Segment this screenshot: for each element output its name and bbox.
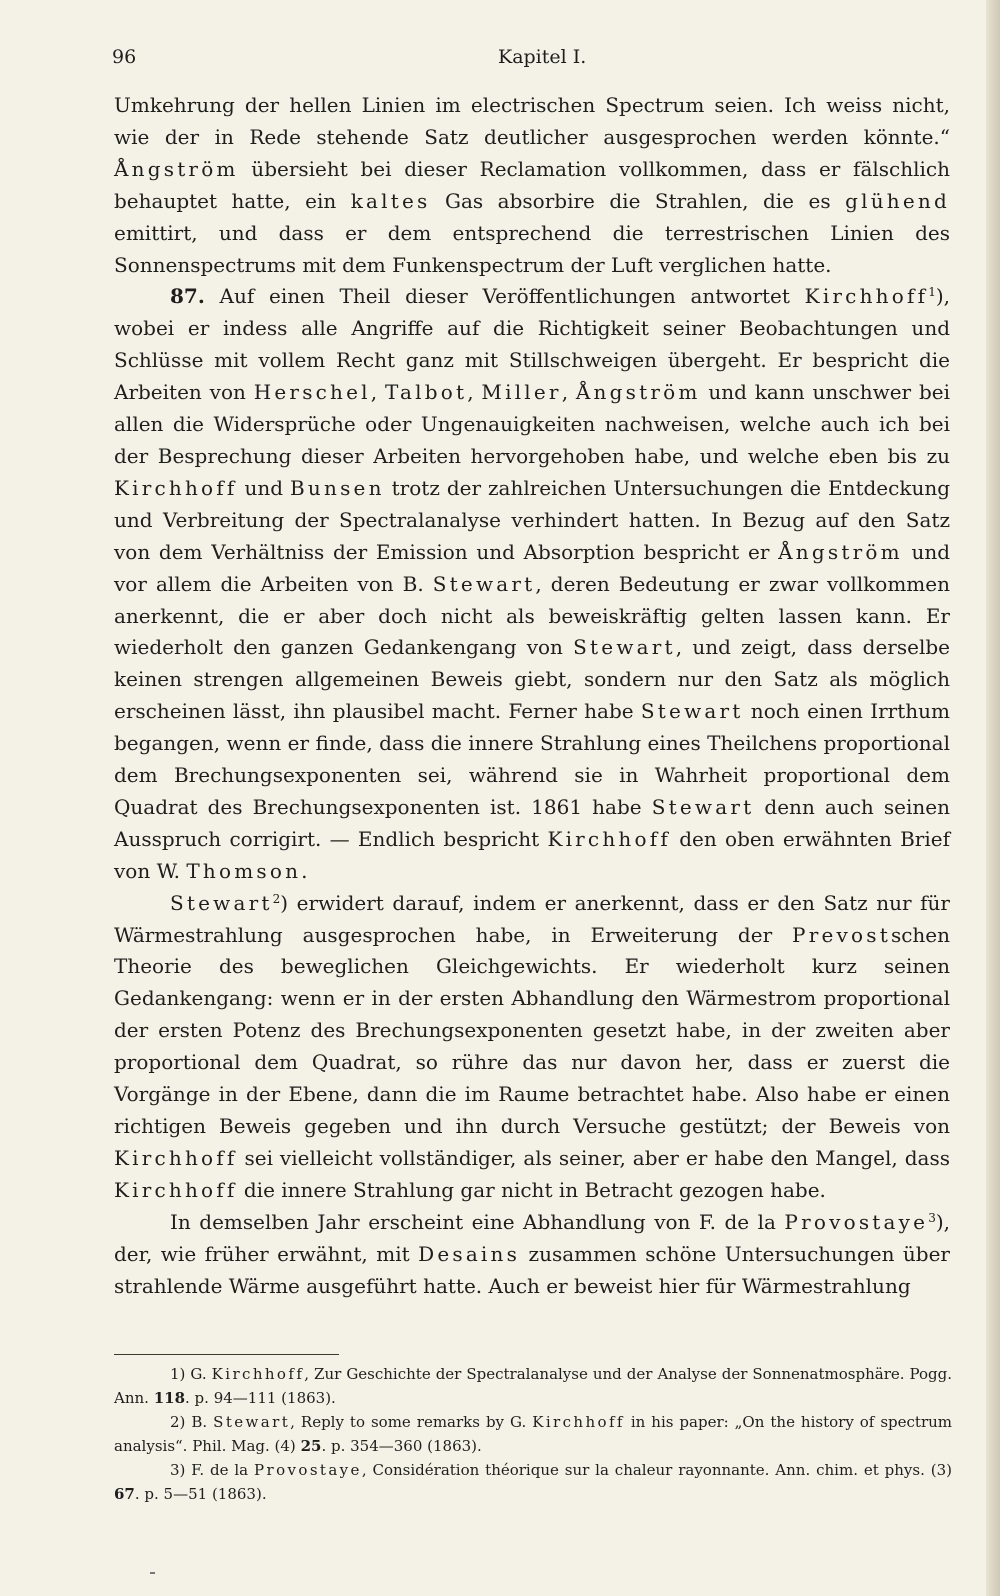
text-run: , und zeigt, dass derselbe keinen strengen allgemeinen Beweis giebt, sondern nur den Satz als möglich erscheinen lässt, ihn plausibel macht. Ferner habe bbox=[114, 635, 951, 724]
text-run: emittirt, und dass er dem entsprechend die terrestrischen Linien des Sonnenspectrums mit dem Funkenspectrum der Luft verglichen hatte. bbox=[114, 220, 950, 277]
text-run: Auf einen Theil dieser Veröffentlichungen antwortet bbox=[204, 284, 805, 309]
footnote bbox=[114, 1458, 952, 1506]
spaced-name: Stewart bbox=[640, 699, 744, 724]
spaced-name: Ångström bbox=[778, 539, 903, 564]
spaced-name: Bunsen bbox=[290, 475, 385, 500]
text-run: . p. 354—360 (1863). bbox=[321, 1437, 482, 1455]
bold-number: 67 bbox=[114, 1485, 135, 1503]
text-run: . p. 5—51 (1863). bbox=[134, 1485, 267, 1503]
running-head: Kapitel I. bbox=[498, 46, 587, 68]
page-number: 96 bbox=[112, 46, 137, 68]
text-run: , deren Bedeutung er zwar vollkommen anerkennt, die er aber doch nicht als beweiskräftig gelten lassen kann. Er wiederholt den ganzen Gedankengang von bbox=[114, 571, 950, 660]
footnotes bbox=[114, 1362, 952, 1506]
spaced-name: Talbot bbox=[385, 380, 468, 405]
spaced-name: Provostaye bbox=[254, 1461, 362, 1479]
text-run: in his paper: „On the history of spectrum analysis“. Phil. Mag. (4) bbox=[114, 1413, 953, 1455]
spaced-name: Kirchhoff bbox=[114, 1145, 238, 1170]
spaced-name: Ångström bbox=[575, 380, 701, 405]
text-run: sei vielleicht vollständiger, als seiner, aber er habe den Mangel, dass bbox=[237, 1145, 950, 1170]
text-run: und kann unschwer bei allen die Widersprüche oder Ungenauigkeiten nachweisen, welche auch ich bei der Besprechung dieser Arbeiten hervorgehoben habe, und welche eben bis zu bbox=[114, 380, 950, 468]
paragraph bbox=[114, 888, 950, 1207]
paper-speck bbox=[150, 1572, 155, 1574]
bold-number: 25 bbox=[300, 1437, 322, 1455]
paragraph bbox=[114, 90, 950, 281]
spaced-name: Provostaye bbox=[784, 1209, 929, 1234]
body-text bbox=[114, 90, 950, 1302]
bold-number: 87. bbox=[170, 284, 205, 309]
text-run: Umkehrung der hellen Linien im electrischen Spectrum seien. Ich weiss nicht, wie der in Rede stehende Satz deutlicher ausgesprochen werden könnte.“ bbox=[114, 93, 950, 149]
spaced-name: Herschel bbox=[253, 380, 371, 405]
text-run: und vor allem die Arbeiten von B. bbox=[114, 539, 951, 596]
spaced-name: Kirchhoff bbox=[114, 1177, 238, 1202]
spaced-name: kaltes bbox=[350, 188, 431, 213]
page-header bbox=[112, 46, 962, 74]
spaced-name: Prevost bbox=[792, 922, 891, 947]
text-run: , bbox=[370, 380, 385, 405]
footnote-separator bbox=[114, 1354, 339, 1355]
text-run: 1) G. bbox=[170, 1365, 212, 1383]
text-run: , bbox=[561, 380, 576, 405]
text-run: zusammen schöne Untersuchungen über strahlende Wärme ausgeführt hatte. Auch er beweist hier für Wärmestrahlung bbox=[114, 1241, 950, 1298]
paragraph bbox=[114, 1207, 950, 1303]
text-run: . p. 94—111 (1863). bbox=[185, 1389, 336, 1407]
spaced-name: Stewart bbox=[573, 635, 676, 660]
text-run: trotz der zahlreichen Untersuchungen die Entdeckung und Verbreitung der Spectralanalyse verhindert hatten. In Bezug auf den Satz von dem Verhältniss der Emission und Absorption bespricht er bbox=[114, 475, 951, 564]
text-run: 3) F. de la bbox=[170, 1461, 255, 1479]
spaced-name: Kirchhoff bbox=[211, 1365, 305, 1383]
text-run: 2) B. bbox=[170, 1413, 214, 1431]
spaced-name: Stewart bbox=[432, 571, 536, 596]
text-run: ) erwidert darauf, indem er anerkennt, dass er den Satz nur für Wärmestrahlung ausgesprochen habe, in Erweiterung der bbox=[114, 890, 950, 947]
text-run: übersieht bei dieser Reclamation vollkommen, dass er fälschlich behauptet hatte, ein bbox=[114, 156, 950, 213]
text-run: . bbox=[301, 858, 308, 883]
text-run: noch einen Irrthum begangen, wenn er finde, dass die innere Strahlung eines Theilchens proportional dem Brechungsexponenten sei, während sie in Wahrheit proportional dem Quadrat des Brechungsexponenten ist. 1861 habe bbox=[114, 699, 950, 819]
spaced-name: Desains bbox=[418, 1241, 521, 1266]
text-run: , Considération théorique sur la chaleur rayonnante. Ann. chim. et phys. (3) bbox=[361, 1461, 952, 1479]
spaced-name: Ångström bbox=[114, 156, 239, 181]
paragraph bbox=[114, 281, 950, 887]
text-run: , Zur Geschichte der Spectralanalyse und der Analyse der Sonnenatmosphäre. Pogg. Ann. bbox=[114, 1365, 952, 1407]
footnote bbox=[114, 1410, 952, 1458]
text-run: ), der, wie früher erwähnt, mit bbox=[114, 1209, 950, 1266]
text-run: , bbox=[467, 380, 482, 405]
spaced-name: Miller bbox=[481, 380, 562, 405]
text-run: denn auch seinen Ausspruch corrigirt. — Endlich bespricht bbox=[114, 794, 950, 851]
spaced-name: Kirchhoff bbox=[114, 475, 238, 500]
text-run: die innere Strahlung gar nicht in Betracht gezogen habe. bbox=[237, 1177, 826, 1202]
spaced-name: Thomson bbox=[186, 858, 302, 883]
footnote-marker: 3 bbox=[928, 1210, 936, 1225]
text-run: In demselben Jahr erscheint eine Abhandlung von F. de la bbox=[170, 1209, 785, 1234]
footnote-marker: 2 bbox=[272, 891, 281, 906]
text-run: schen Theorie des beweglichen Gleichgewichts. Er wiederholt kurz seinen Gedankengang: wenn er in der ersten Abhandlung den Wärmestrom proportional der ersten Potenz des Brechungsexponenten gesetzt habe, in der zweiten aber proportional dem Quadrat, so rühre das nur davon her, dass er zuerst die Vorgänge in der Ebene, dann die im Raume betrachtet habe. Also habe er einen richtigen Beweis gegeben und ihn durch Versuche gestützt; der Beweis von bbox=[114, 922, 950, 1138]
text-run: ), wobei er indess alle Angriffe auf die Richtigkeit seiner Beobachtungen und Schlüsse mit vollem Recht ganz mit Stillschweigen übergeht. Er bespricht die Arbeiten von bbox=[114, 284, 950, 405]
text-run: den oben erwähnten Brief von W. bbox=[114, 826, 950, 883]
spaced-name: Kirchhoff bbox=[804, 284, 929, 309]
text-run: , Reply to some remarks by G. bbox=[290, 1413, 533, 1431]
spaced-name: Kirchhoff bbox=[532, 1413, 625, 1431]
footnote-marker: 1 bbox=[928, 285, 936, 300]
footnote bbox=[114, 1362, 952, 1410]
spaced-name: glühend bbox=[845, 188, 950, 213]
spaced-name: Kirchhoff bbox=[547, 826, 671, 851]
text-run: und bbox=[237, 475, 291, 500]
text-run: Gas absorbire die Strahlen, die es bbox=[430, 188, 846, 213]
bold-number: 118 bbox=[153, 1389, 186, 1407]
spaced-name: Stewart bbox=[170, 890, 273, 915]
spaced-name: Stewart bbox=[213, 1413, 291, 1431]
spaced-name: Stewart bbox=[651, 794, 755, 819]
page-edge-shadow bbox=[986, 0, 1000, 1596]
